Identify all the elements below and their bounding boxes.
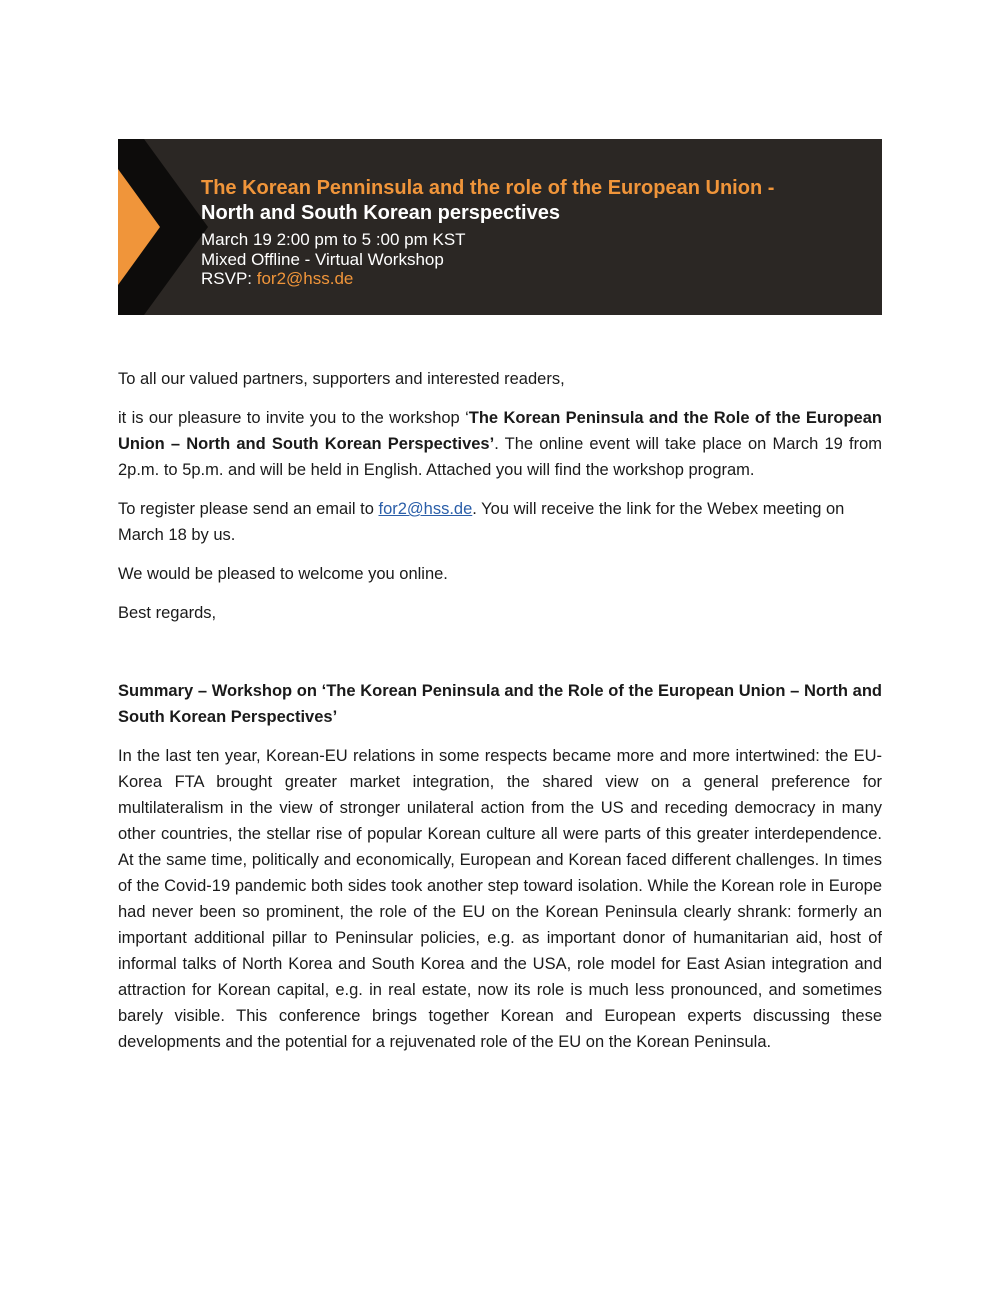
banner-format: Mixed Offline - Virtual Workshop <box>201 249 444 269</box>
letter-content <box>118 366 882 1068</box>
register-text-post: . You will receive the link for the Webex meeting on March 18 by us. <box>118 500 845 544</box>
salutation: To all our valued partners, supporters and interested readers, <box>118 370 565 388</box>
banner-rsvp <box>201 269 871 289</box>
summary-heading: Summary – Workshop on ‘The Korean Peninsula and the Role of the European Union – North and South Korean Perspectives’ <box>118 682 882 726</box>
summary-body: In the last ten year, Korean-EU relations in some respects became more and more intertwined: the EU-Korea FTA brought greater market integration, the shared view on a general preference for multilateralism in the view of stronger unilateral action from the US and receding democracy in many other countries, the stellar rise of popular Korean culture all were parts of this greater interdependence. At the same time, politically and economically, European and Korean faced different challenges. In times of the Covid-19 pandemic both sides took another step toward isolation. While the Korean role in Europe had never been so prominent, the role of the EU on the Korean Peninsula clearly shrank: formerly an important additional pillar to Peninsular policies, e.g. as important donor of humanitarian aid, host of informal talks of North Korea and South Korea and the USA, role model for East Asian integration and attraction for Korean capital, e.g. in real estate, now its role is much less pronounced, and sometimes barely visible. This conference brings together Korean and European experts discussing these developments and the potential for a rejuvenated role of the EU on the Korean Peninsula. <box>118 747 882 1051</box>
invite-text-post: . The online event will take place on March 19 from 2p.m. to 5p.m. and will be held in English. Attached you will find the workshop program. <box>118 435 882 479</box>
event-banner <box>118 139 882 315</box>
section-spacer <box>118 639 882 678</box>
banner-text-block <box>201 176 871 289</box>
register-text-pre: To register please send an email to <box>118 500 379 518</box>
register-paragraph <box>118 496 882 548</box>
chevron-graphic <box>118 139 208 315</box>
banner-rsvp-email: for2@hss.de <box>256 269 354 288</box>
banner-date-time: March 19 2:00 pm to 5 :00 pm KST <box>201 230 466 249</box>
invite-paragraph <box>118 405 882 483</box>
banner-title: The Korean Penninsula and the role of the European Union - <box>201 177 775 199</box>
closing-text: Best regards, <box>118 604 217 622</box>
banner-rsvp-label: RSVP: <box>201 269 257 288</box>
register-email-link[interactable]: for2@hss.de <box>378 500 473 518</box>
workshop-title: The Korean Peninsula and the Role of the European Union – North and South Korean Perspectives’ <box>118 409 882 453</box>
invite-text-pre: it is our pleasure to invite you to the workshop ‘ <box>118 409 469 427</box>
banner-subtitle: North and South Korean perspectives <box>201 202 560 224</box>
welcome-text: We would be pleased to welcome you online. <box>118 565 448 583</box>
